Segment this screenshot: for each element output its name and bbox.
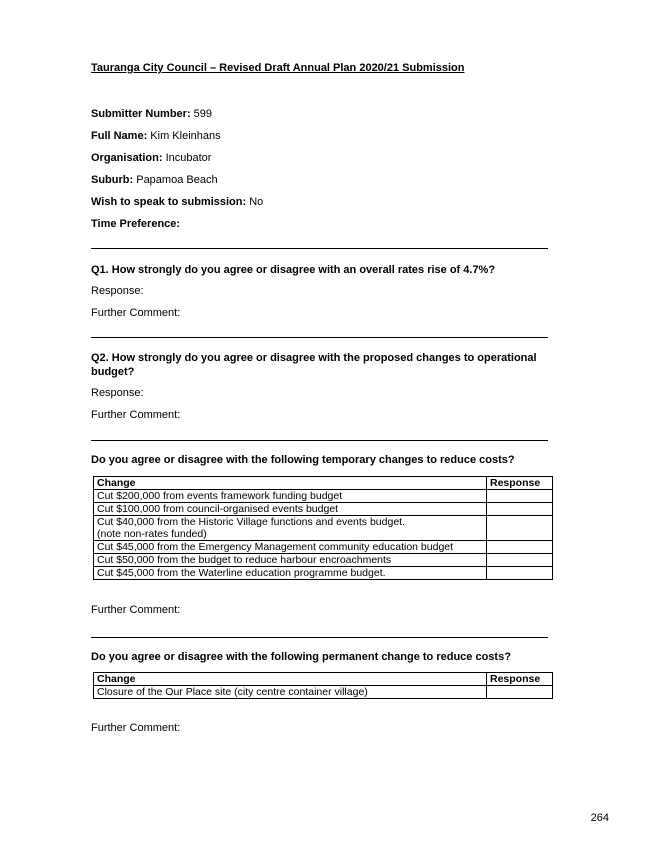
- field-label: Organisation:: [91, 152, 163, 164]
- temp-changes-table: [93, 476, 553, 580]
- field-label: Full Name:: [91, 130, 148, 142]
- field-submitter-number: [91, 108, 212, 120]
- field-value: Incubator: [162, 152, 212, 164]
- response-cell: [487, 490, 553, 503]
- column-header-change: Change: [94, 477, 487, 490]
- change-cell: [94, 516, 487, 541]
- q2-comment-label: Further Comment:: [91, 409, 181, 421]
- q1-question: Q1. How strongly do you agree or disagree with an overall rates rise of 4.7%?: [91, 264, 496, 276]
- field-label: Time Preference:: [91, 218, 181, 230]
- temp-comment-label: Further Comment:: [91, 604, 181, 616]
- field-time-preference: [91, 218, 180, 230]
- table-row: [94, 686, 553, 699]
- field-label: Suburb:: [91, 174, 134, 186]
- response-cell: [487, 686, 553, 699]
- field-full-name: [91, 130, 221, 142]
- column-header-change: Change: [94, 673, 487, 686]
- perm-comment-label: Further Comment:: [91, 722, 181, 734]
- change-cell: Cut $100,000 from council-organised events budget: [94, 503, 487, 516]
- temp-section-heading: Do you agree or disagree with the following temporary changes to reduce costs?: [91, 454, 515, 466]
- table-row: [94, 516, 553, 541]
- field-wish-to-speak: [91, 196, 263, 208]
- response-cell: [487, 567, 553, 580]
- field-suburb: [91, 174, 218, 186]
- divider: [91, 440, 548, 441]
- field-organisation: [91, 152, 211, 164]
- change-note: (note non-rates funded): [97, 528, 207, 540]
- field-value: 599: [190, 108, 213, 120]
- field-label: Submitter Number:: [91, 108, 191, 120]
- field-label: Wish to speak to submission:: [91, 196, 247, 208]
- change-cell: Cut $200,000 from events framework funding budget: [94, 490, 487, 503]
- table-row: [94, 503, 553, 516]
- divider: [91, 637, 548, 638]
- field-value: Papamoa Beach: [133, 174, 218, 186]
- change-text: Cut $40,000 from the Historic Village functions and events budget.: [97, 516, 405, 528]
- table-header-row: [94, 673, 553, 686]
- page-number: 264: [590, 812, 609, 824]
- divider: [91, 337, 548, 338]
- table-row: [94, 490, 553, 503]
- response-cell: [487, 554, 553, 567]
- response-cell: [487, 503, 553, 516]
- column-header-response: Response: [487, 673, 553, 686]
- field-value: Kim Kleinhans: [147, 130, 221, 142]
- q1-response-label: Response:: [91, 285, 144, 297]
- divider: [91, 248, 548, 249]
- change-cell: Cut $45,000 from the Waterline education programme budget.: [94, 567, 487, 580]
- perm-section-heading: Do you agree or disagree with the following permanent change to reduce costs?: [91, 651, 511, 663]
- change-cell: Closure of the Our Place site (city centre container village): [94, 686, 487, 699]
- table-row: [94, 541, 553, 554]
- change-cell: Cut $50,000 from the budget to reduce harbour encroachments: [94, 554, 487, 567]
- table-row: [94, 567, 553, 580]
- response-cell: [487, 516, 553, 541]
- perm-changes-table: [93, 672, 553, 699]
- change-cell: Cut $45,000 from the Emergency Management community education budget: [94, 541, 487, 554]
- q2-question: Q2. How strongly do you agree or disagree with the proposed changes to operational budget?: [91, 352, 537, 378]
- table-header-row: [94, 477, 553, 490]
- field-value: No: [246, 196, 264, 208]
- table-row: [94, 554, 553, 567]
- document-title: Tauranga City Council – Revised Draft Annual Plan 2020/21 Submission: [91, 62, 465, 74]
- response-cell: [487, 541, 553, 554]
- column-header-response: Response: [487, 477, 553, 490]
- q1-comment-label: Further Comment:: [91, 307, 181, 319]
- q2-response-label: Response:: [91, 387, 144, 399]
